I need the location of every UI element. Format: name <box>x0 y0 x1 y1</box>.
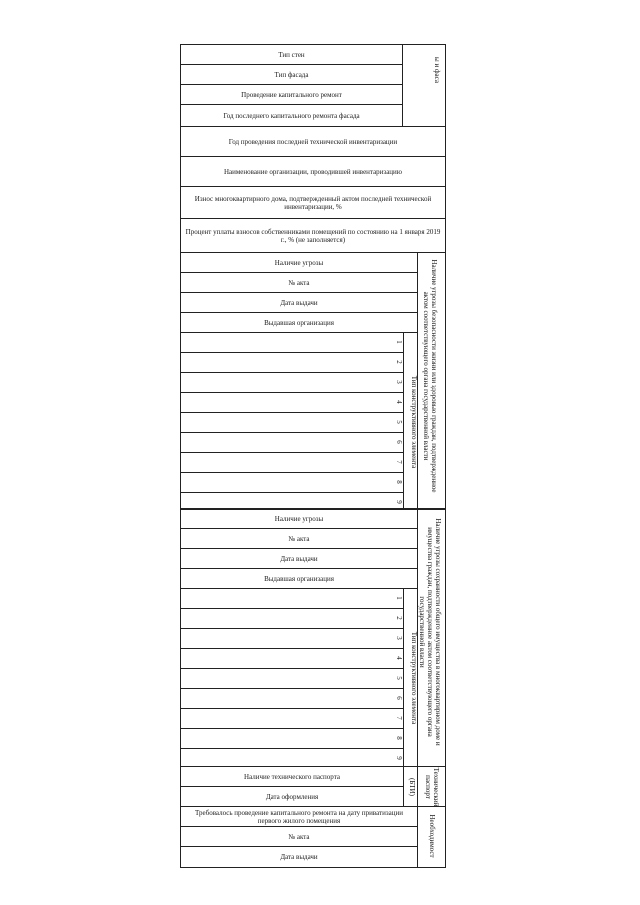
divider <box>180 412 404 413</box>
divider <box>180 668 404 669</box>
threat-property-num-5: 5 <box>395 676 403 680</box>
threat-life-num-9: 9 <box>395 500 403 504</box>
row-payment-percent: Процент уплаты взносов собственниками помещений по состоянию на 1 января 2019 г., % (не заполняется) <box>180 218 446 253</box>
divider <box>180 392 404 393</box>
threat-life-num-2: 2 <box>395 360 403 364</box>
passport-side-label: Технический паспорт <box>424 767 440 807</box>
divider <box>180 688 404 689</box>
threat-life-num-8: 8 <box>395 480 403 484</box>
threat-life-elements-block <box>180 332 418 510</box>
threat-property-elements-block <box>180 588 418 767</box>
threat-life-act-number: № акта <box>180 272 418 293</box>
threat-property-num-9: 9 <box>395 756 403 760</box>
threat-life-presence: Наличие угрозы <box>180 252 418 273</box>
privatization-required: Требовалось проведение капитального ремонта на дату приватизации первого жилого помещения <box>180 806 418 827</box>
threat-life-issuer: Выдавшая организация <box>180 312 418 333</box>
threat-property-issue-date: Дата выдачи <box>180 548 418 569</box>
passport-presence: Наличие технического паспорта <box>180 766 404 787</box>
divider <box>180 748 404 749</box>
threat-life-issue-date: Дата выдачи <box>180 292 418 313</box>
row-inventory-org: Наименование организации, проводившей инвентаризацию <box>180 156 446 187</box>
divider <box>180 628 404 629</box>
row-facade-type: Тип фасада <box>180 64 403 85</box>
threat-property-num-3: 3 <box>395 636 403 640</box>
threat-property-issuer: Выдавшая организация <box>180 568 418 589</box>
threat-property-type-label: Тип конструктивного элемента <box>410 631 418 725</box>
divider <box>180 372 404 373</box>
top-side-label: ы и фаса <box>433 57 441 83</box>
threat-property-num-7: 7 <box>395 716 403 720</box>
top-side-cell <box>402 44 446 127</box>
threat-life-num-3: 3 <box>395 380 403 384</box>
threat-life-type-label: Тип конструктивного элемента <box>410 375 418 469</box>
privatization-issue-date: Дата выдачи <box>180 846 418 868</box>
passport-date: Дата оформления <box>180 786 404 807</box>
row-wall-type: Тип стен <box>180 44 403 65</box>
row-capital-repair: Проведение капитального ремонт <box>180 84 403 105</box>
privatization-side-cell <box>417 806 446 868</box>
threat-life-num-5: 5 <box>395 420 403 424</box>
threat-property-presence: Наличие угрозы <box>180 508 418 529</box>
threat-life-side-label: Наличие угрозы безопасности жизни или здоровью граждан, подтвержденное актом соответствующего органа государственной власти <box>422 259 438 493</box>
threat-life-side-cell <box>417 252 446 510</box>
privatization-act-number: № акта <box>180 826 418 847</box>
row-inventory-year: Год проведения последней технической инвентаризации <box>180 126 446 157</box>
threat-property-num-4: 4 <box>395 656 403 660</box>
divider <box>180 728 404 729</box>
threat-property-num-8: 8 <box>395 736 403 740</box>
threat-property-num-1: 1 <box>395 596 403 600</box>
threat-property-num-2: 2 <box>395 616 403 620</box>
threat-life-num-4: 4 <box>395 400 403 404</box>
threat-life-num-6: 6 <box>395 440 403 444</box>
divider <box>180 472 404 473</box>
passport-mid-label: (БТИ) <box>408 778 416 796</box>
divider <box>403 332 404 510</box>
divider <box>403 588 404 767</box>
divider <box>180 648 404 649</box>
passport-mid-cell <box>403 766 418 807</box>
privatization-side-label: Необходимост <box>428 814 436 858</box>
threat-life-num-1: 1 <box>395 340 403 344</box>
threat-property-side-cell <box>417 508 446 767</box>
threat-life-num-7: 7 <box>395 460 403 464</box>
threat-property-act-number: № акта <box>180 528 418 549</box>
divider <box>180 492 404 493</box>
threat-property-num-6: 6 <box>395 696 403 700</box>
row-last-facade-repair-year: Год последнего капитального ремонта фасада <box>180 104 403 127</box>
divider <box>180 708 404 709</box>
divider <box>180 608 404 609</box>
threat-property-side-label: Наличие угрозы сохранности общего имущества в многоквартирном доме и имущества граждан, подтвержденное актом соответствующего органа государственной власти <box>418 518 442 746</box>
row-wear-percent: Износ многоквартирного дома, подтвержденный актом последней технической инвентаризации, % <box>180 186 446 219</box>
divider <box>180 432 404 433</box>
divider <box>180 452 404 453</box>
divider <box>180 352 404 353</box>
